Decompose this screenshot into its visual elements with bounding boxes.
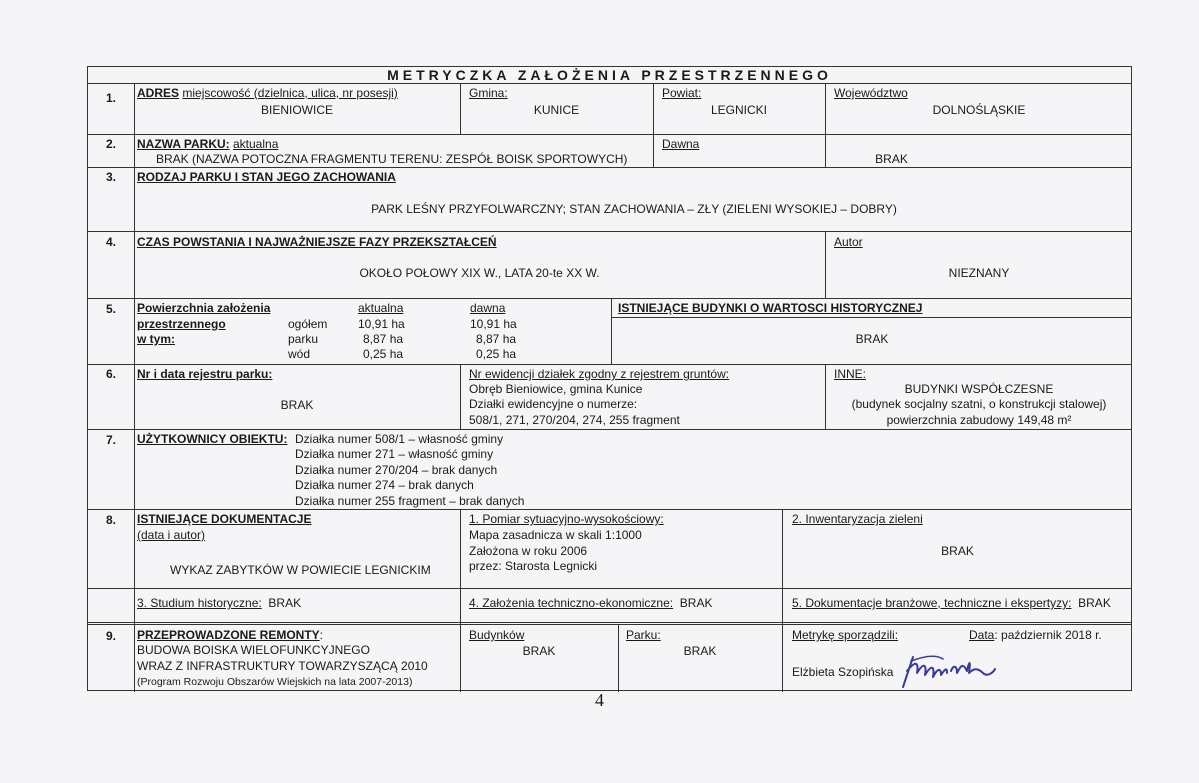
row-number: 7. bbox=[105, 433, 116, 447]
renovations-line: WRAZ Z INFRASTRUKTURY TOWARZYSZĄCĄ 2010 bbox=[137, 659, 428, 673]
area-row-dawna: 0,25 ha bbox=[476, 347, 517, 361]
users-line: Działka numer 271 – własność gminy bbox=[295, 447, 494, 461]
park-type-label: RODZAJ PARKU I STAN JEGO ZACHOWANIA bbox=[137, 170, 396, 184]
autor-label: Autor bbox=[834, 235, 863, 249]
area-label-3: w tym: bbox=[137, 332, 176, 346]
area-row-aktualna: 0,25 ha bbox=[363, 347, 404, 361]
survey-line: Mapa zasadnicza w skali 1:1000 bbox=[469, 528, 642, 542]
area-row-dawna: 10,91 ha bbox=[470, 317, 517, 331]
gmina-label: Gmina: bbox=[469, 86, 508, 100]
row-number: 6. bbox=[105, 367, 116, 381]
prepared-by-label: Metrykę sporządzili: bbox=[792, 628, 899, 642]
other-line: BUDYNKI WSPÓŁCZESNE bbox=[904, 382, 1054, 396]
row-number: 9. bbox=[105, 629, 116, 643]
powiat-value: LEGNICKI bbox=[710, 103, 767, 117]
form-title: METRYCZKA ZAŁOŻENIA PRZESTRZENNEGO bbox=[387, 67, 832, 83]
park-name-dawna-value: BRAK bbox=[875, 152, 908, 166]
users-label: UŻYTKOWNICY OBIEKTU: bbox=[137, 432, 288, 446]
handwritten-signature bbox=[897, 651, 1007, 691]
park-type-value: PARK LEŚNY PRZYFOLWARCZNY; STAN ZACHOWANIA – ZŁY (ZIELENI WYSOKIEJ – DOBRY) bbox=[371, 202, 897, 216]
park-name-label: NAZWA PARKU: aktualna bbox=[137, 137, 279, 151]
park-name-dawna-label: Dawna bbox=[662, 137, 700, 151]
users-line: Działka numer 255 fragment – brak danych bbox=[295, 494, 525, 508]
users-line: Działka numer 274 – brak danych bbox=[295, 478, 474, 492]
metryczka-form bbox=[87, 66, 1132, 691]
historic-buildings-label: ISTNIEJĄCE BUDYNKI O WARTOSCI HISTORYCZNEJ bbox=[618, 301, 923, 315]
greenery-inventory-label: 2. Inwentaryzacja zieleni bbox=[792, 512, 923, 526]
park-value: BRAK bbox=[683, 644, 717, 658]
survey-line: przez: Starosta Legnicki bbox=[469, 559, 598, 573]
address-value: BIENIOWICE bbox=[260, 103, 333, 117]
row-number: 2. bbox=[105, 137, 116, 151]
other-line: (budynek socjalny szatni, o konstrukcji stalowej) bbox=[851, 397, 1107, 411]
powiat-label: Powiat: bbox=[662, 86, 702, 100]
docs-sub: (data i autor) bbox=[137, 528, 206, 542]
renovations-label: PRZEPROWADZONE REMONTY: bbox=[137, 628, 324, 642]
area-row-aktualna: 8,87 ha bbox=[363, 332, 404, 346]
gmina-value: KUNICE bbox=[533, 103, 580, 117]
buildings-label: Budynków bbox=[469, 628, 525, 642]
wojewodztwo-value: DOLNOŚLĄSKIE bbox=[932, 103, 1026, 117]
area-row-aktualna: 10,91 ha bbox=[358, 317, 405, 331]
address-label: ADRES miejscowość (dzielnica, ulica, nr posesji) bbox=[137, 86, 398, 100]
area-col-dawna: dawna bbox=[470, 301, 506, 315]
parcel-registry-line: 508/1, 271, 270/204, 274, 255 fragment bbox=[469, 413, 680, 427]
technical-economic: 4. Założenia techniczno-ekonomiczne: BRAK bbox=[469, 596, 713, 610]
historic-buildings-value: BRAK bbox=[855, 332, 889, 346]
greenery-inventory-value: BRAK bbox=[941, 544, 974, 558]
historical-study: 3. Studium historyczne: BRAK bbox=[137, 596, 302, 610]
survey-line: Założona w roku 2006 bbox=[469, 544, 588, 558]
parcel-registry-line: Obręb Bieniowice, gmina Kunice bbox=[469, 382, 643, 396]
renovations-note: (Program Rozwoju Obszarów Wiejskich na lata 2007-2013) bbox=[137, 676, 413, 688]
users-line: Działka numer 270/204 – brak danych bbox=[295, 463, 498, 477]
area-col-aktualna: aktualna bbox=[358, 301, 404, 315]
docs-value: WYKAZ ZABYTKÓW W POWIECIE LEGNICKIM bbox=[170, 563, 431, 577]
page-number: 4 bbox=[595, 690, 604, 710]
autor-value: NIEZNANY bbox=[948, 266, 1010, 280]
registry-value: BRAK bbox=[280, 398, 314, 412]
industry-docs: 5. Dokumentacje branżowe, techniczne i ekspertyzy: BRAK bbox=[792, 596, 1111, 610]
history-label: CZAS POWSTANIA I NAJWAŻNIEJSZE FAZY PRZEKSZTAŁCEŃ bbox=[137, 235, 497, 249]
date-field: Data: październik 2018 r. bbox=[969, 628, 1102, 642]
survey-label: 1. Pomiar sytuacyjno-wysokościowy: bbox=[469, 512, 664, 526]
wojewodztwo-label: Województwo bbox=[834, 86, 908, 100]
buildings-value: BRAK bbox=[522, 644, 556, 658]
author-name: Elżbieta Szopińska bbox=[792, 665, 894, 679]
area-row-name: ogółem bbox=[288, 317, 328, 331]
park-label: Parku: bbox=[626, 628, 661, 642]
area-row-name: parku bbox=[288, 332, 319, 346]
renovations-line: BUDOWA BOISKA WIELOFUNKCYJNEGO bbox=[137, 643, 370, 657]
registry-label: Nr i data rejestru parku: bbox=[137, 367, 273, 381]
docs-label: ISTNIEJĄCE DOKUMENTACJE bbox=[137, 512, 312, 526]
row-number: 8. bbox=[105, 513, 116, 527]
park-name-value: BRAK (NAZWA POTOCZNA FRAGMENTU TERENU: ZESPÓŁ BOISK SPORTOWYCH) bbox=[156, 152, 628, 166]
row-number: 4. bbox=[105, 235, 116, 249]
area-row-dawna: 8,87 ha bbox=[476, 332, 517, 346]
area-row-name: wód bbox=[288, 347, 311, 361]
parcel-registry-line: Działki ewidencyjne o numerze: bbox=[469, 397, 638, 411]
row-number: 1. bbox=[105, 91, 116, 105]
parcel-registry-label: Nr ewidencji działek zgodny z rejestrem gruntów: bbox=[469, 367, 730, 381]
area-label-2: przestrzennego bbox=[137, 317, 226, 331]
history-value: OKOŁO POŁOWY XIX W., LATA 20-te XX W. bbox=[359, 266, 600, 280]
area-label-1: Powierzchnia założenia bbox=[137, 301, 271, 315]
users-line: Działka numer 508/1 – własność gminy bbox=[295, 432, 504, 446]
other-label: INNE: bbox=[834, 367, 867, 381]
row-number: 5. bbox=[105, 302, 116, 316]
row-number: 3. bbox=[105, 170, 116, 184]
other-line: powierzchnia zabudowy 149,48 m² bbox=[886, 413, 1072, 427]
